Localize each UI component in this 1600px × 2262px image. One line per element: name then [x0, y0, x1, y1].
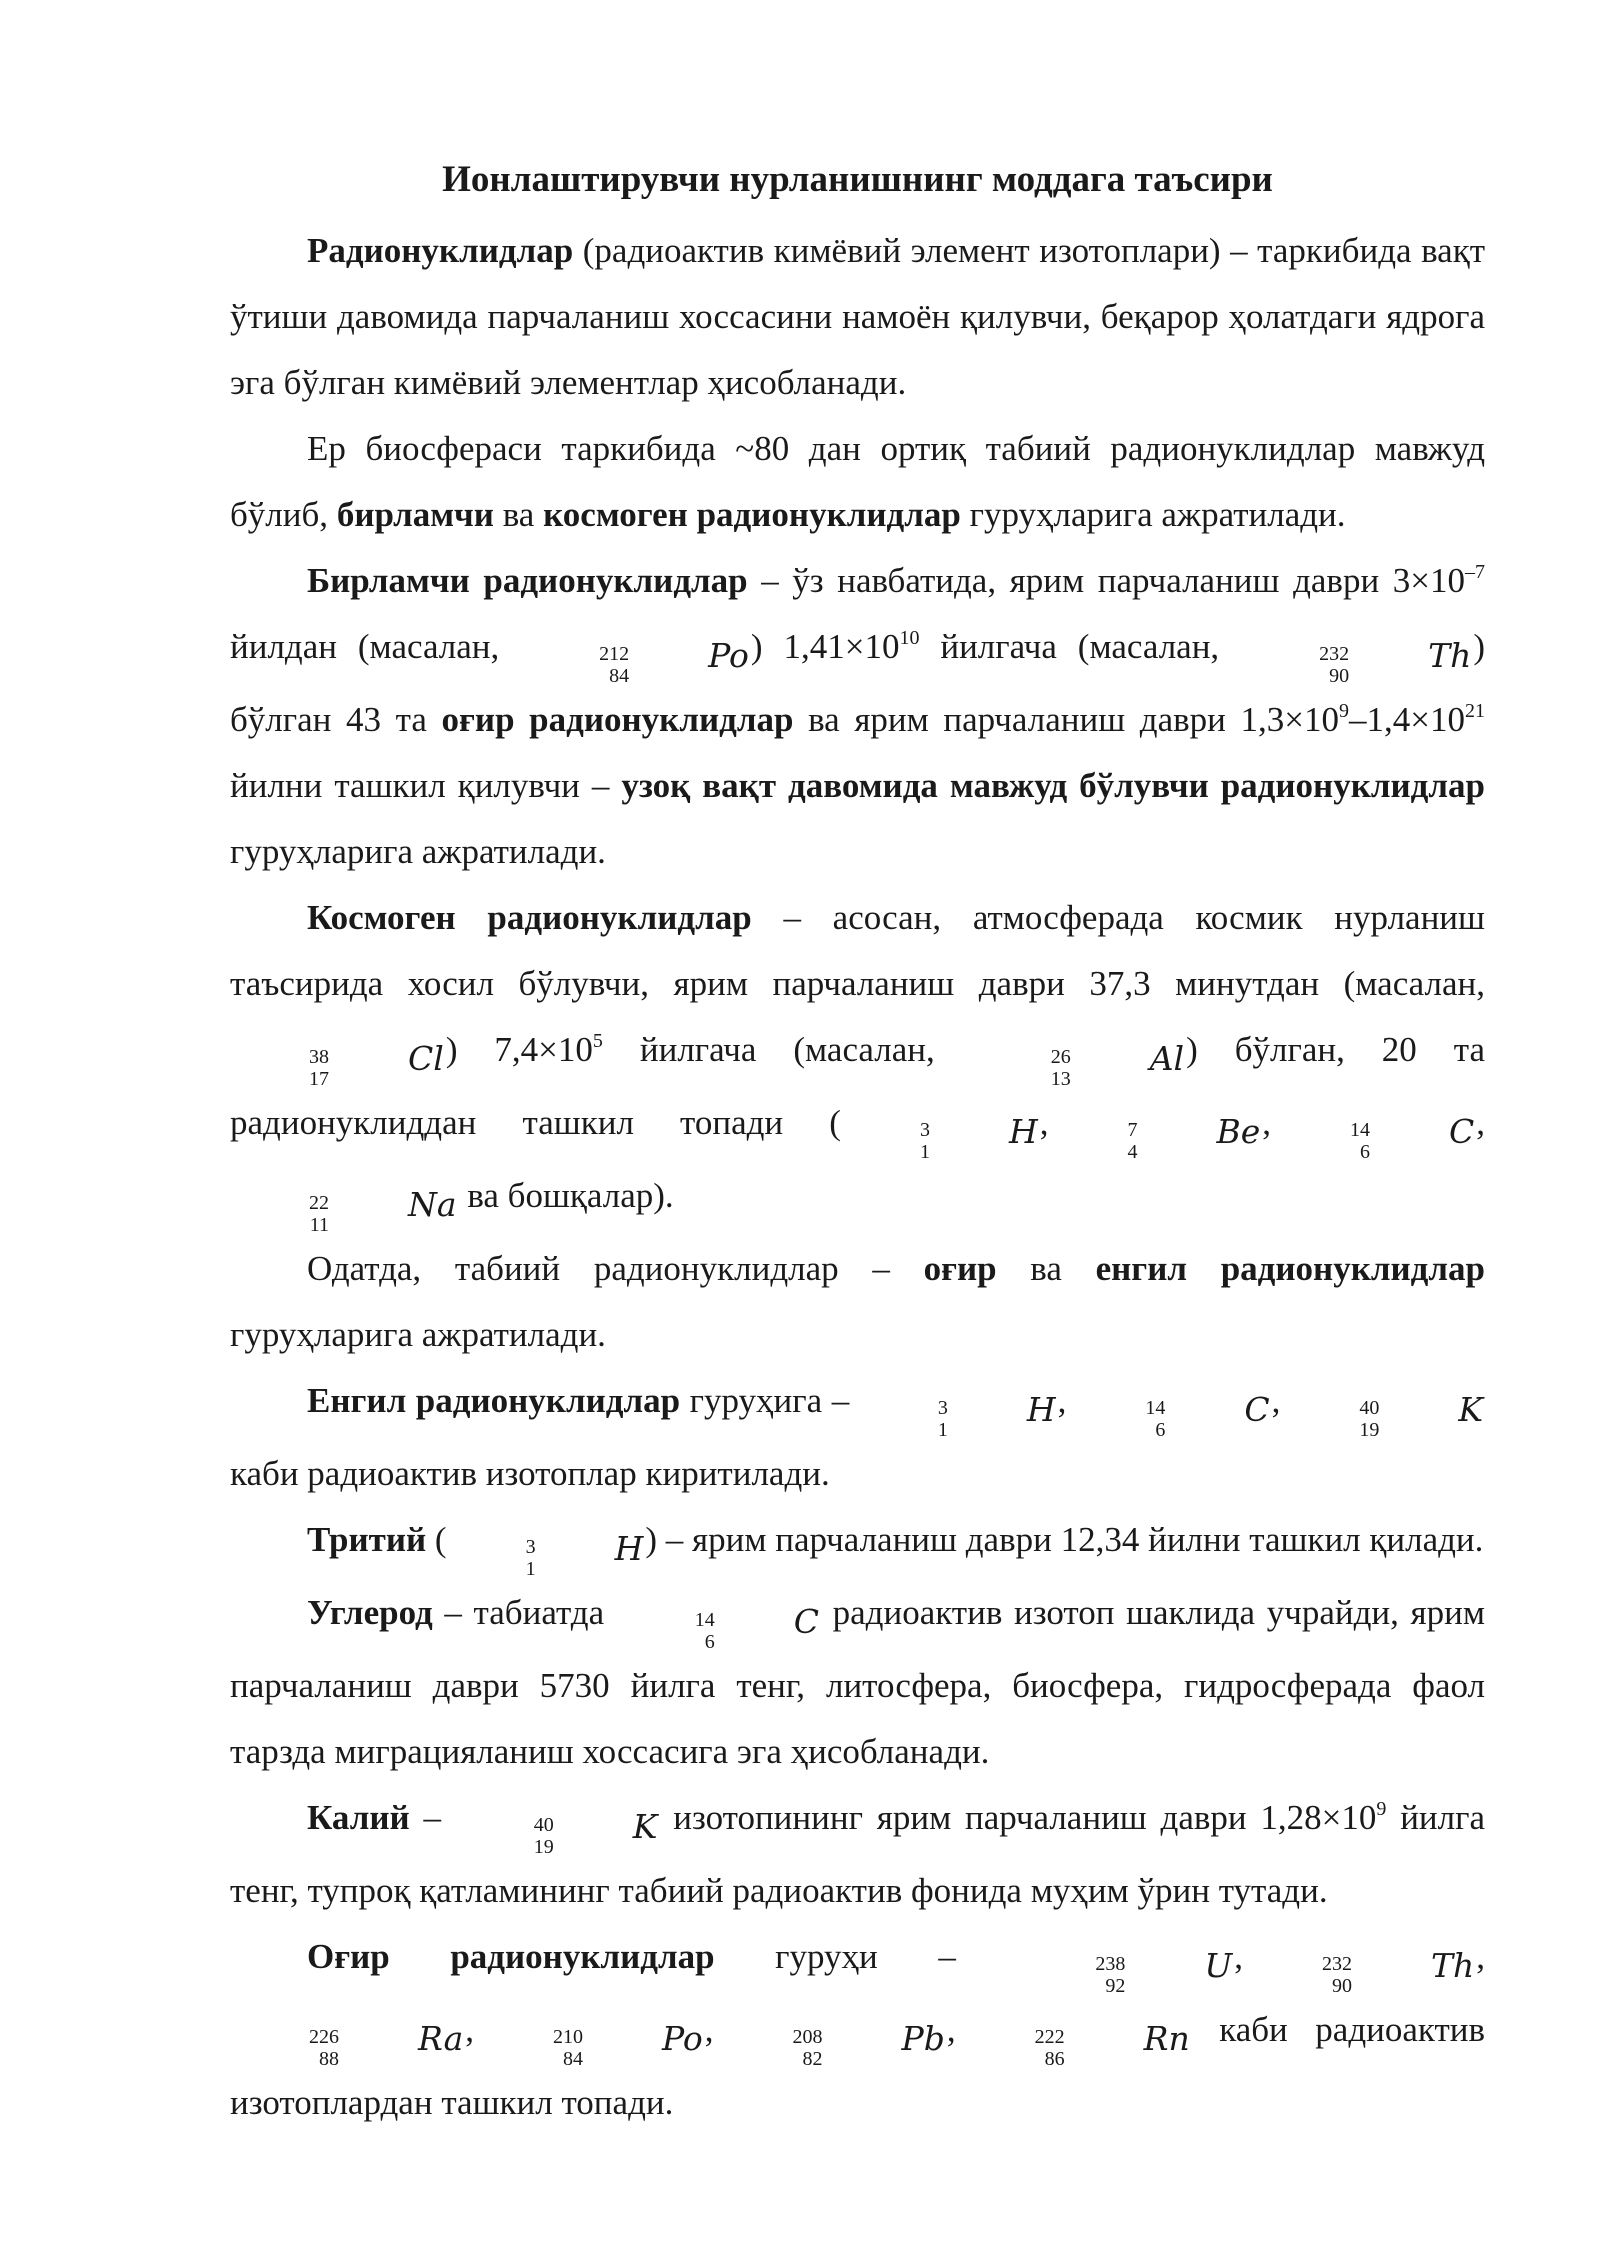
isotope-h3: 3 1 H [937, 1389, 1056, 1441]
paragraph-primordial: Бирламчи радионуклидлар – ўз навбатида, ярим парчаланиш даври $3\times 10^{-7}$ йилдан (масалан, 212 84 Po ) $1,41\times 10^{10}$ йилгача (масалан, 232 90 Th ) бўлган 43 та оғир радионуклидлар ва ярим парчаланиш даври $1,3\times 10^9-1,4\times 10^{21}$ йилни ташкил қилувчи – узоқ вақт давомида мавжуд бўлувчи радионуклидлар гуруҳларига ажратилади. [230, 561, 1485, 871]
isotope-h3: 3 1 H [525, 1528, 644, 1580]
page-title: Ионлаштирувчи нурланишнинг моддага таъсири [442, 159, 1273, 200]
paragraph-cosmogenic: Космоген радионуклидлар – асосан, атмосферада космик нурланиш таъсирида хосил бўлувчи, ярим парчаланиш даври 37,3 минутдан (масалан, 38 17 Cl ) $7,4\times 10^5$ йилгача (масалан, 26 13 Al ) бўлган, 20 та радионуклиддан ташкил топади ( 3 1 H , 7 4 Be , 14 6 C , 22 11 Na ва бошқалар). [230, 898, 1485, 1236]
isotope-al26: 26 13 Al [1050, 1038, 1185, 1090]
paragraph-biosphere: Ер биосфераси таркибида ~80 дан ортиқ табиий радионуклидлар мавжуд бўлиб, бирламчи ва космоген радионуклидлар гуруҳларига ажратилади. [230, 429, 1485, 534]
isotope-u238: 238 92 U [1095, 1945, 1233, 1997]
isotope-h3: 3 1 H [919, 1111, 1038, 1163]
isotope-k40: 40 19 K [533, 1806, 658, 1858]
isotope-c14: 14 6 C [1145, 1389, 1270, 1441]
isotope-ra226: 226 88 Ra [309, 2018, 464, 2070]
paragraph-light: Енгил радионуклидлар гуруҳига – 3 1 H , 14 6 C , 40 19 K каби радиоактив изотоплар киритилади. [230, 1381, 1483, 1493]
isotope-pb208: 208 82 Pb [792, 2018, 945, 2070]
isotope-be7: 7 4 Be [1127, 1111, 1261, 1163]
paragraph-natural-groups: Одатда, табиий радионуклидлар – оғир ва енгил радионуклидлар гуруҳларига ажратилади. [230, 1249, 1485, 1354]
paragraph-tritium: Тритий ( 3 1 H ) – ярим парчаланиш даври 12,34 йилни ташкил қилади. [307, 1520, 1484, 1580]
isotope-th232: 232 90 Th [1319, 635, 1472, 687]
isotope-c14: 14 6 C [1350, 1111, 1475, 1163]
paragraph-heavy: Оғир радионуклидлар гуруҳи – 238 92 U , 232 90 Th , 226 88 Ra , 210 84 Po , 208 82 Pb , 222 86 Rn каби радиоактив изотоплардан ташкил топади. [230, 1937, 1485, 2122]
isotope-cl38: 38 17 Cl [309, 1038, 444, 1090]
isotope-th232: 232 90 Th [1321, 1945, 1475, 1997]
isotope-po210: 210 84 Po [553, 2018, 703, 2070]
isotope-k40: 40 19 K [1359, 1389, 1483, 1441]
isotope-c14: 14 6 C [694, 1601, 820, 1653]
isotope-po212: 212 84 Po [599, 635, 749, 687]
paragraph-potassium: Калий – 40 19 K изотопининг ярим парчаланиш даври $1,28\times 10^9$ йилга тенг, тупроқ қатламининг табиий радиоактив фонида муҳим ўрин тутади. [230, 1798, 1486, 1910]
term-radionuclides: Радионуклидлар [307, 231, 574, 270]
paragraph-radionuclides: Радионуклидлар (радиоактив кимёвий элемент изотоплари) – таркибида вақт ўтиши давомида парчаланиш хоссасини намоён қилувчи, беқарор ҳолатдаги ядрога эга бўлган кимёвий элементлар ҳисобланади. [230, 231, 1485, 402]
isotope-rn222: 222 86 Rn [1034, 2018, 1190, 2070]
isotope-na22: 22 11 Na [309, 1184, 457, 1236]
document-page [230, 150, 1485, 2136]
paragraph-carbon: Углерод – табиатда 14 6 C радиоактив изотоп шаклида учрайди, ярим парчаланиш даври 5730 йилга тенг, литосфера, биосфера, гидросферада фаол тарзда миграцияланиш хоссасига эга ҳисобланади. [230, 1593, 1485, 1771]
